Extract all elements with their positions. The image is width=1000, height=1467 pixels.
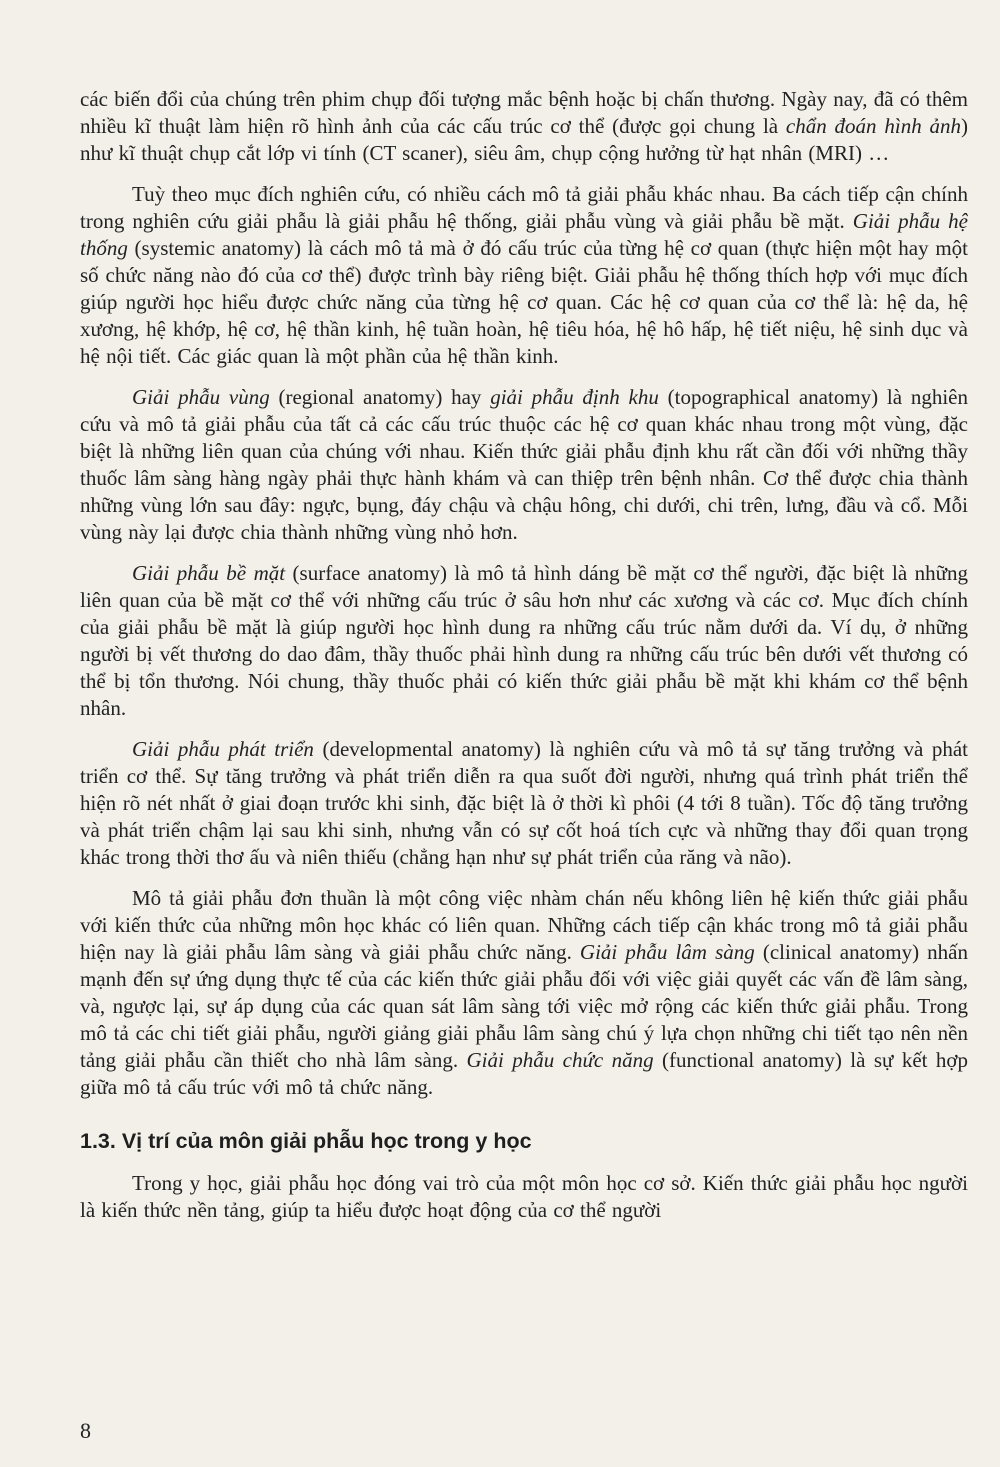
term-giai-phau-he-thong: Giải phẫu hệ thống (80, 209, 968, 260)
paragraph-developmental: Giải phẫu phát triển (developmental anatomy) là nghiên cứu và mô tả sự tăng trưởng và phát triển cơ thể. Sự tăng trưởng và phát triển diễn ra qua suốt đời người, nhưng quá trình phát triển thể hiện rõ nét nhất ở giai đoạn trước khi sinh, đặc biệt là ở thời kì phôi (4 tới 8 tuần). Tốc độ tăng trưởng và phát triển chậm lại sau khi sinh, nhưng vẫn có sự cốt hoá tích cực và những thay đổi quan trọng khác trong thời thơ ấu và niên thiếu (chẳng hạn như sự phát triển của răng và não). (80, 737, 968, 869)
term-giai-phau-vung: Giải phẫu vùng (132, 385, 270, 409)
term-giai-phau-phat-trien: Giải phẫu phát triển (132, 737, 314, 761)
paragraph-clinical-functional: Mô tả giải phẫu đơn thuần là một công việc nhàm chán nếu không liên hệ kiến thức giải phẫu với kiến thức của những môn học khác có liên quan. Những cách tiếp cận khác trong mô tả giải phẫu hiện nay là giải phẫu lâm sàng và giải phẫu chức năng. Giải phẫu lâm sàng (clinical anatomy) nhấn mạnh đến sự ứng dụng thực tế của các kiến thức giải phẫu đối với việc giải quyết các vấn đề lâm sàng, và, ngược lại, sự áp dụng của các quan sát lâm sàng tới việc mở rộng các kiến thức giải phẫu. Trong mô tả các chi tiết giải phẫu, người giảng giải phẫu lâm sàng chú ý lựa chọn những chi tiết tạo nên nền tảng giải phẫu cần thiết cho nhà lâm sàng. Giải phẫu chức năng (functional anatomy) là sự kết hợp giữa mô tả cấu trúc với mô tả chức năng. (80, 886, 968, 1099)
paragraph-role-in-medicine: Trong y học, giải phẫu học đóng vai trò của một môn học cơ sở. Kiến thức giải phẫu học người là kiến thức nền tảng, giúp ta hiểu được hoạt động của cơ thể người (80, 1171, 968, 1222)
term-chan-doan-hinh-anh: chẩn đoán hình ảnh (785, 114, 962, 138)
paragraph-imaging: các biến đổi của chúng trên phim chụp đối tượng mắc bệnh hoặc bị chấn thương. Ngày nay, đã có thêm nhiều kĩ thuật làm hiện rõ hình ảnh của các cấu trúc cơ thể (được gọi chung là chẩn đoán hình ảnh) như kĩ thuật chụp cắt lớp vi tính (CT scaner), siêu âm, chụp cộng hưởng từ hạt nhân (MRI) … (80, 87, 969, 165)
term-giai-phau-lam-sang: Giải phẫu lâm sàng (579, 940, 755, 964)
page-number: 8 (80, 1418, 91, 1443)
section-heading: 1.3. Vị trí của môn giải phẫu học trong y học (80, 1129, 532, 1153)
term-giai-phau-chuc-nang: Giải phẫu chức năng (466, 1048, 654, 1072)
paragraph-surface: Giải phẫu bề mặt (surface anatomy) là mô tả hình dáng bề mặt cơ thể người, đặc biệt là những liên quan của bề mặt cơ thể với những cấu trúc ở sâu hơn như các xương và các cơ. Mục đích chính của giải phẫu bề mặt là giúp người học hình dung ra những cấu trúc nằm dưới da. Ví dụ, ở những người bị vết thương do dao đâm, thầy thuốc phải hình dung ra những cấu trúc bên dưới vết thương có thể bị tổn thương. Nói chung, thầy thuốc phải có kiến thức giải phẫu bề mặt khi khám cơ thể bệnh nhân. (80, 561, 968, 720)
paragraph-regional: Giải phẫu vùng (regional anatomy) hay giải phẫu định khu (topographical anatomy) là nghiên cứu và mô tả giải phẫu của tất cả các cấu trúc thuộc các hệ cơ quan khác nhau trong một vùng, đặc biệt là những liên quan của chúng với nhau. Kiến thức giải phẫu định khu rất cần đối với những thầy thuốc lâm sàng hàng ngày phải thực hành khám và can thiệp trên bệnh nhân. Cơ thể được chia thành những vùng lớn sau đây: ngực, bụng, đáy chậu và chậu hông, chi dưới, chi trên, lưng, đầu và cổ. Mỗi vùng này lại được chia thành những vùng nhỏ hơn. (80, 385, 969, 544)
page-body (80, 86, 968, 1224)
term-giai-phau-be-mat: Giải phẫu bề mặt (132, 561, 286, 585)
term-giai-phau-dinh-khu: giải phẫu định khu (490, 385, 659, 409)
paragraph-approaches: Tuỳ theo mục đích nghiên cứu, có nhiều cách mô tả giải phẫu khác nhau. Ba cách tiếp cận chính trong nghiên cứu giải phẫu là giải phẫu hệ thống, giải phẫu vùng và giải phẫu bề mặt. Giải phẫu hệ thống (systemic anatomy) là cách mô tả mà ở đó cấu trúc của từng hệ cơ quan (thực hiện một hay một số chức năng nào đó của cơ thể) được trình bày riêng biệt. Giải phẫu hệ thống thích hợp với mục đích giúp người học hiểu được chức năng của từng hệ cơ quan. Các hệ cơ quan của cơ thể là: hệ da, hệ xương, hệ khớp, hệ cơ, hệ thần kinh, hệ tuần hoàn, hệ tiêu hóa, hệ hô hấp, hệ tiết niệu, hệ sinh dục và hệ nội tiết. Các giác quan là một phần của hệ thần kinh. (80, 182, 968, 368)
